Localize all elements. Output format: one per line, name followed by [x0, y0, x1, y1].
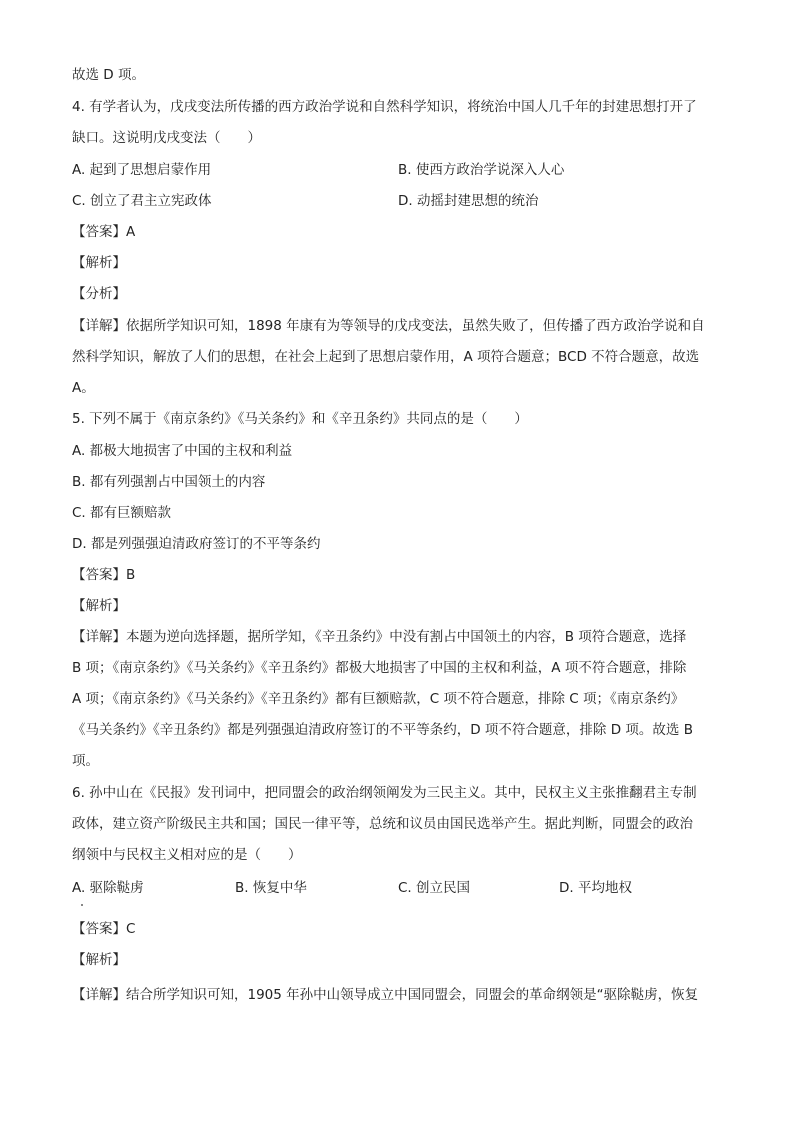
q5-option-a: A. 都极大地损害了中国的主权和利益	[72, 443, 293, 459]
q6-stem-line-1: 6. 孙中山在《民报》发刊词中，把同盟会的政治纲领阐发为三民主义。其中，民权主义主张推翻君主专制	[72, 785, 697, 801]
q6-answer: 【答案】C	[72, 921, 136, 937]
q4-stem-line-1: 4. 有学者认为，戊戌变法所传播的西方政治学说和自然科学知识，将统治中国人几千年的封建思想打开了	[72, 99, 697, 115]
q4-detail-line-2: 然科学知识，解放了人们的思想，在社会上起到了思想启蒙作用，A 项符合题意；BCD 不符合题意，故选	[72, 349, 700, 365]
q6-stem-line-3: 纲领中与民权主义相对应的是（ ）	[72, 847, 302, 863]
q6-detail-line-1: 【详解】结合所学知识可知，1905 年孙中山领导成立中国同盟会，同盟会的革命纲领是“驱除鞑虏，恢复	[72, 987, 699, 1003]
q5-detail-line-4: 《马关条约》《辛丑条约》都是列强强迫清政府签订的不平等条约，D 项不符合题意，排除 D 项。故选 B	[72, 722, 693, 738]
q3-conclusion: 故选 D 项。	[72, 67, 145, 83]
q4-option-d: D. 动摇封建思想的统治	[398, 193, 539, 209]
q5-detail-line-1: 【详解】本题为逆向选择题，据所学知，《辛丑条约》中没有割占中国领土的内容，B 项符合题意，选择	[72, 629, 687, 645]
q4-analysis-heading: 【解析】	[72, 255, 126, 271]
q6-option-b: B. 恢复中华	[235, 880, 307, 896]
q4-analysis-sub-heading: 【分析】	[72, 286, 126, 302]
q4-option-c: C. 创立了君主立宪政体	[72, 193, 212, 209]
q4-option-a: A. 起到了思想启蒙作用	[72, 162, 212, 178]
q4-detail-line-1: 【详解】依据所学知识可知，1898 年康有为等领导的戊戌变法，虽然失败了，但传播了西方政治学说和自	[72, 318, 705, 334]
q5-option-c: C. 都有巨额赔款	[72, 505, 172, 521]
q4-stem-line-2: 缺口。这说明戊戌变法（ ）	[72, 130, 261, 146]
q6-option-d: D. 平均地权	[559, 880, 632, 896]
q6-option-c: C. 创立民国	[398, 880, 471, 896]
q5-analysis-heading: 【解析】	[72, 598, 126, 614]
q5-option-b: B. 都有列强割占中国领土的内容	[72, 474, 266, 490]
q6-stem-line-2: 政体，建立资产阶级民主共和国；国民一律平等，总统和议员由国民选举产生。据此判断，同盟会的政治	[72, 816, 693, 832]
q6-option-a: A. 驱除鞑虏	[72, 880, 144, 896]
q6-analysis-heading: 【解析】	[72, 952, 126, 968]
q5-answer: 【答案】B	[72, 567, 136, 583]
q4-option-b: B. 使西方政治学说深入人心	[398, 162, 565, 178]
q5-option-d: D. 都是列强强迫清政府签订的不平等条约	[72, 536, 321, 552]
q4-answer: 【答案】A	[72, 224, 136, 240]
q4-detail-line-3: A。	[72, 380, 95, 396]
q5-detail-line-5: 项。	[72, 753, 99, 769]
q5-detail-line-2: B 项；《南京条约》《马关条约》《辛丑条约》都极大地损害了中国的主权和利益，A 项不符合题意，排除	[72, 660, 687, 676]
q5-detail-line-3: A 项；《南京条约》《马关条约》《辛丑条约》都有巨额赔款，C 项不符合题意，排除 C 项；《南京条约》	[72, 691, 685, 707]
q5-stem: 5. 下列不属于《南京条约》《马关条约》和《辛丑条约》共同点的是（ ）	[72, 411, 528, 427]
stray-mark	[81, 904, 83, 906]
